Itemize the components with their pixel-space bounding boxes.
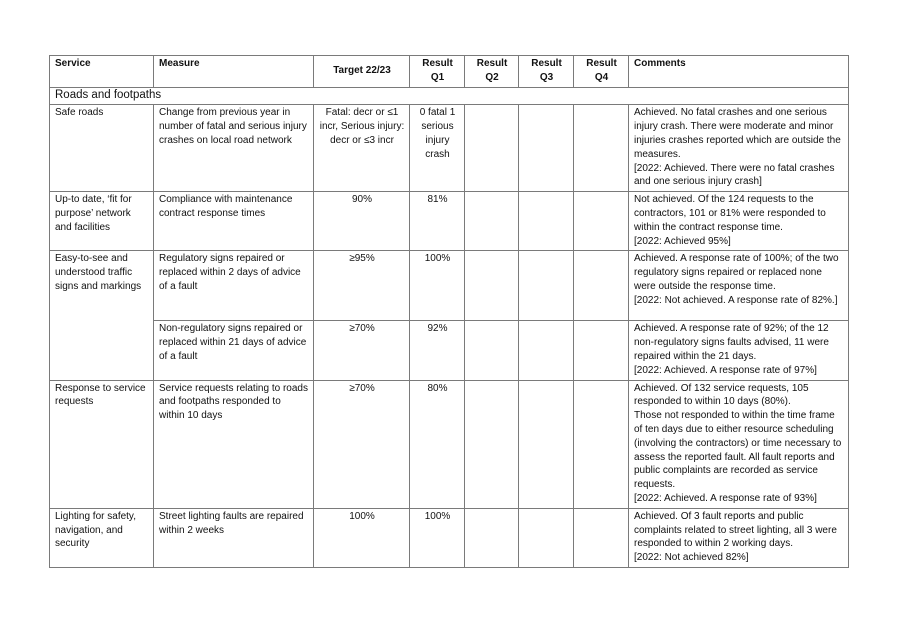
performance-table — [49, 55, 849, 568]
comment-line: Achieved. Of 132 service requests, 105 responded to within 10 days (80%). — [634, 382, 809, 408]
table-row — [50, 321, 849, 380]
q2-cell — [465, 192, 519, 251]
service-cell: Up-to date, ‘fit for purpose’ network and facilities — [50, 192, 154, 251]
measure-cell: Street lighting faults are repaired within 2 weeks — [154, 508, 314, 567]
comment-line: Achieved. Of 3 fault reports and public complaints related to street lighting, all 3 were responded to within 2 working days. — [634, 510, 837, 550]
section-row — [50, 87, 849, 105]
service-cell: Response to service requests — [50, 380, 154, 508]
q3-cell — [519, 321, 574, 380]
target-cell: ≥95% — [314, 251, 410, 321]
comment-line: [2022: Not achieved. A response rate of 82%.] — [634, 294, 838, 306]
comment-line: Achieved. A response rate of 92%; of the 12 non-regulatory signs faults advised, 11 were repaired within the 21 days. — [634, 323, 829, 362]
section-title: Roads and footpaths — [50, 87, 849, 105]
table-row — [50, 251, 849, 321]
q4-cell — [574, 508, 629, 567]
q4-cell — [574, 251, 629, 321]
target-cell: ≥70% — [314, 321, 410, 380]
comment-line: [2022: Not achieved 82%] — [634, 552, 749, 564]
header-q4: Result Q4 — [574, 56, 629, 88]
q2-cell — [465, 251, 519, 321]
comments-cell — [629, 380, 849, 508]
header-q1: Result Q1 — [410, 56, 465, 88]
comments-cell — [629, 251, 849, 321]
q3-cell — [519, 192, 574, 251]
header-target: Target 22/23 — [314, 56, 410, 88]
comment-line: [2022: Achieved. There were no fatal crashes and one serious injury crash] — [634, 162, 835, 188]
comments-cell — [629, 192, 849, 251]
comment-line: [2022: Achieved 95%] — [634, 235, 731, 247]
measure-cell: Service requests relating to roads and footpaths responded to within 10 days — [154, 380, 314, 508]
q2-cell — [465, 508, 519, 567]
header-measure: Measure — [154, 56, 314, 88]
q1-cell: 81% — [410, 192, 465, 251]
comment-line: [2022: Achieved. A response rate of 97%] — [634, 364, 817, 376]
table-row — [50, 508, 849, 567]
table-row — [50, 380, 849, 508]
table-row — [50, 192, 849, 251]
measure-cell: Regulatory signs repaired or replaced within 2 days of advice of a fault — [154, 251, 314, 321]
service-cell: Safe roads — [50, 105, 154, 192]
target-cell: 100% — [314, 508, 410, 567]
q3-cell — [519, 380, 574, 508]
header-comments: Comments — [629, 56, 849, 88]
q2-cell — [465, 380, 519, 508]
header-q2: Result Q2 — [465, 56, 519, 88]
q4-cell — [574, 380, 629, 508]
header-q3: Result Q3 — [519, 56, 574, 88]
comment-line: Those not responded to within the time frame of ten days due to either resource scheduling (involving the contractors) or time necessary to assess the reported fault. All fault reports and public complaints are recorded as service requests. — [634, 410, 842, 491]
q4-cell — [574, 321, 629, 380]
target-cell: Fatal: decr or ≤1 incr, Serious injury: decr or ≤3 incr — [314, 105, 410, 192]
measure-cell: Change from previous year in number of fatal and serious injury crashes on local road network — [154, 105, 314, 192]
measure-cell: Compliance with maintenance contract response times — [154, 192, 314, 251]
q1-cell: 80% — [410, 380, 465, 508]
comment-line: Achieved. No fatal crashes and one serious injury crash. There were moderate and minor injuries crashes reported which are outside the measures. — [634, 107, 841, 160]
q1-cell: 100% — [410, 251, 465, 321]
comment-line: Not achieved. Of the 124 requests to the contractors, 101 or 81% were responded to within the contract response time. — [634, 194, 826, 233]
q2-cell — [465, 105, 519, 192]
target-cell: ≥70% — [314, 380, 410, 508]
comments-cell — [629, 105, 849, 192]
service-cell: Easy-to-see and understood traffic signs and markings — [50, 251, 154, 380]
service-cell: Lighting for safety, navigation, and security — [50, 508, 154, 567]
q1-cell: 0 fatal 1 serious injury crash — [410, 105, 465, 192]
q3-cell — [519, 105, 574, 192]
q2-cell — [465, 321, 519, 380]
q4-cell — [574, 192, 629, 251]
header-service: Service — [50, 56, 154, 88]
q3-cell — [519, 251, 574, 321]
header-row — [50, 56, 849, 88]
comments-cell — [629, 508, 849, 567]
q3-cell — [519, 508, 574, 567]
table-row — [50, 105, 849, 192]
comments-cell — [629, 321, 849, 380]
q4-cell — [574, 105, 629, 192]
measure-cell: Non-regulatory signs repaired or replaced within 21 days of advice of a fault — [154, 321, 314, 380]
target-cell: 90% — [314, 192, 410, 251]
comment-line: [2022: Achieved. A response rate of 93%] — [634, 492, 817, 504]
q1-cell: 92% — [410, 321, 465, 380]
comment-line: Achieved. A response rate of 100%; of the two regulatory signs repaired or replaced none were outside the response time. — [634, 253, 839, 292]
q1-cell: 100% — [410, 508, 465, 567]
